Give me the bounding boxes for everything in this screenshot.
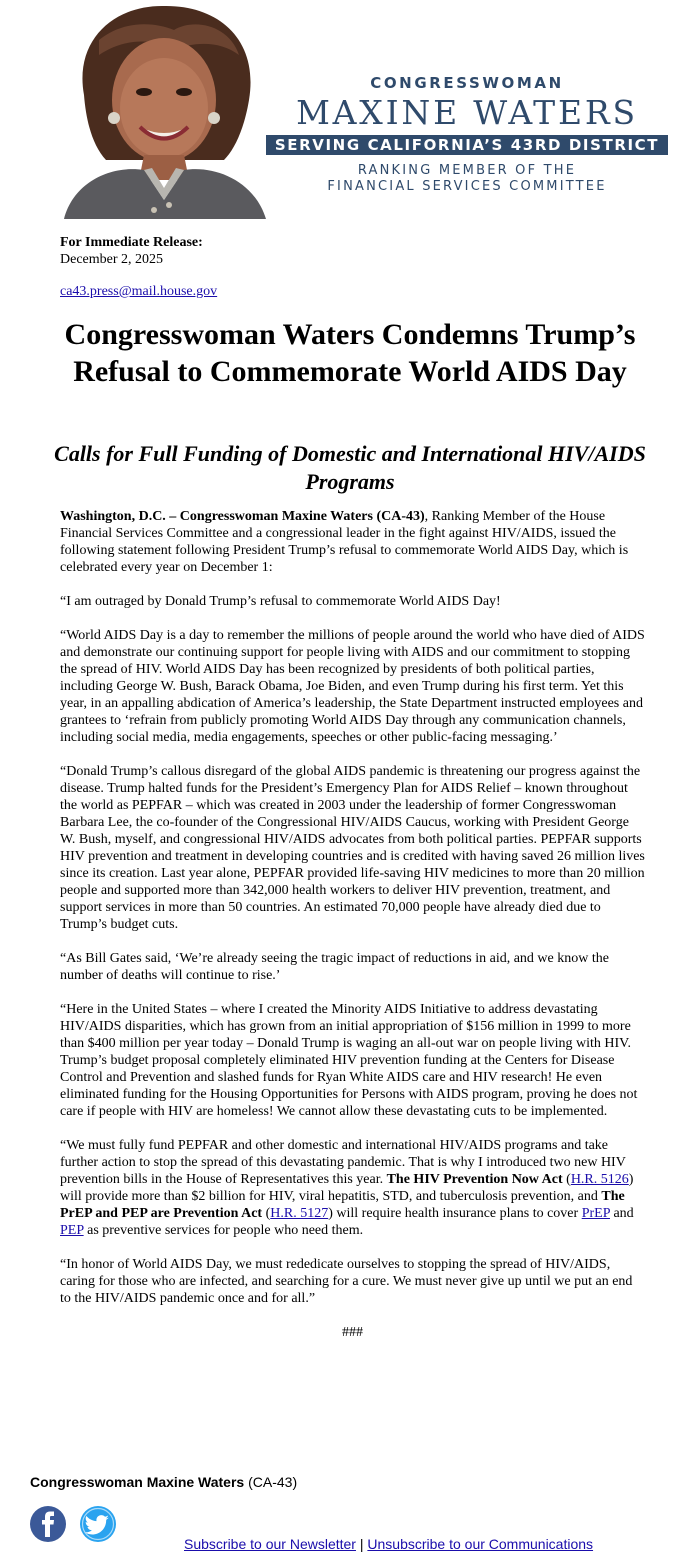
facebook-icon[interactable] bbox=[30, 1506, 66, 1542]
congresswoman-portrait bbox=[44, 0, 284, 219]
hr-5127-link[interactable]: H.R. 5127 bbox=[270, 1206, 329, 1221]
paragraph-7-text-b: will provide more than $2 billion for HIV, viral hepatitis, STD, and tuberculosis prevention, and bbox=[60, 1189, 602, 1204]
prep-link[interactable]: PrEP bbox=[581, 1206, 610, 1221]
paragraph-7-text-e: as preventive services for people who need them. bbox=[83, 1223, 364, 1238]
paragraph-1-text: , Ranking Member of the House Financial Services Committee and a congressional leader in the fight against HIV/AIDS, issued the following statement following President Trump’s refusal to commemorate World AIDS Day, which is celebrated every year on December 1: bbox=[60, 509, 629, 575]
paragraph-7-text-c: will require health insurance plans to cover bbox=[332, 1206, 582, 1221]
congresswoman-name: MAXINE WATERS bbox=[296, 93, 638, 132]
footer-separator: | bbox=[359, 1536, 364, 1552]
hr-5126-link[interactable]: H.R. 5126 bbox=[570, 1172, 629, 1187]
twitter-icon[interactable] bbox=[80, 1506, 116, 1542]
footer-signature bbox=[30, 1474, 297, 1490]
footer-links bbox=[184, 1536, 593, 1552]
release-info bbox=[60, 234, 640, 300]
release-label: For Immediate Release: bbox=[60, 235, 203, 250]
title-prefix: CONGRESSWOMAN bbox=[370, 74, 564, 92]
paragraph-3: “World AIDS Day is a day to remember the millions of people around the world who have died of AIDS and demonstrate our continuing support for people living with AIDS and our commitment to stopping the spread of HIV. World AIDS Day has been recognized by presidents of both political parties, including George W. Bush, Barack Obama, Joe Biden, and even Trump during his first term. Yet this year, in an appalling abdication of America’s leadership, the State Department instructed employees and grantees to ‘refrain from publicly promoting World AIDS Day through any communication channels, including social media, media engagements, speeches or other public-facing messaging.’ bbox=[60, 628, 645, 745]
footer-name: Congresswoman Maxine Waters bbox=[30, 1474, 245, 1490]
press-email-link[interactable]: ca43.press@mail.house.gov bbox=[60, 284, 218, 299]
social-links bbox=[30, 1505, 130, 1545]
subheadline: Calls for Full Funding of Domestic and International HIV/AIDS Programs bbox=[54, 441, 646, 494]
paragraph-1 bbox=[60, 508, 645, 576]
masthead bbox=[266, 70, 668, 195]
release-date: December 2, 2025 bbox=[60, 252, 164, 267]
headline: Congresswoman Waters Condemns Trump’s Refusal to Commemorate World AIDS Day bbox=[64, 318, 636, 388]
paragraph-7-text-a: “We must fully fund PEPFAR and other domestic and international HIV/AIDS programs and take further action to stop the spread of this devastating pandemic. That is why I introduced two new HIV prevention bills in the House of Representatives this year. bbox=[60, 1138, 626, 1187]
district-bar: SERVING CALIFORNIA’S 43RD DISTRICT bbox=[266, 135, 668, 155]
paragraph-5: “As Bill Gates said, ‘We’re already seeing the tragic impact of reductions in aid, and we know the number of deaths will continue to rise.’ bbox=[60, 951, 609, 983]
ranking-line-1: RANKING MEMBER OF THE bbox=[357, 163, 577, 178]
unsubscribe-link[interactable]: Unsubscribe to our Communications bbox=[367, 1536, 594, 1552]
paragraph-7: “We must fully fund PEPFAR and other domestic and international HIV/AIDS programs and take further action to stop the spread of this devastating pandemic. That is why I introduced two new HIV prevention bills in the House of Representatives this year. The HIV Prevention Now Act (H.R. 5126) will provide more than $2 billion for HIV, viral hepatitis, STD, and tuberculosis prevention, and The PrEP and PEP are Prevention Act (H.R. 5127) will require health insurance plans to cover PrEP and PEP as preventive services for people who need them. bbox=[60, 1138, 634, 1238]
ranking-line-2: FINANCIAL SERVICES COMMITTEE bbox=[327, 179, 607, 194]
dateline: Washington, D.C. – Congresswoman Maxine Waters (CA-43) bbox=[60, 509, 425, 524]
end-mark: ### bbox=[342, 1325, 363, 1340]
paragraph-7-text-d: and bbox=[609, 1206, 634, 1221]
paragraph-2: “I am outraged by Donald Trump’s refusal to commemorate World AIDS Day! bbox=[60, 594, 501, 609]
subscribe-link[interactable]: Subscribe to our Newsletter bbox=[184, 1536, 356, 1552]
bill-name-2: The PrEP and PEP are Prevention Act bbox=[60, 1189, 625, 1221]
footer-district: (CA-43) bbox=[248, 1474, 298, 1490]
header-banner bbox=[44, 0, 670, 222]
bill-name-1: The HIV Prevention Now Act bbox=[386, 1172, 563, 1187]
press-release-body bbox=[60, 508, 645, 1358]
pep-link[interactable]: PEP bbox=[60, 1223, 84, 1238]
paragraph-4: “Donald Trump’s callous disregard of the global AIDS pandemic is threatening our progress against the disease. Trump halted funds for the President’s Emergency Plan for AIDS Relief – known throughout the world as PEPFAR – which was created in 2003 under the leadership of former Congresswoman Barbara Lee, the co-founder of the Congressional HIV/AIDS Caucus, working with President George W. Bush, myself, and congressional HIV/AIDS advocates from both political parties. PEPFAR supports HIV prevention and treatment in developing countries and is credited with having saved 26 million lives since its creation. Last year alone, PEPFAR provided life-saving HIV medicines to more than 20 million people and supported more than 342,000 health workers to deliver HIV prevention, treatment, and support services in more than 50 countries. An estimated 70,000 people have already died due to Trump’s budget cuts. bbox=[60, 764, 645, 932]
paragraph-8: “In honor of World AIDS Day, we must rededicate ourselves to stopping the spread of HIV/AIDS, caring for those who are infected, and searching for a cure. We must never give up until we put an end to the HIV/AIDS pandemic once and for all.” bbox=[60, 1257, 633, 1306]
paragraph-6: “Here in the United States – where I created the Minority AIDS Initiative to address devastating HIV/AIDS disparities, which has grown from an initial appropriation of $156 million in 1999 to more than $400 million per year today – Donald Trump is waging an all-out war on people living with HIV. Trump’s budget proposal completely eliminated HIV prevention funding at the Centers for Disease Control and Prevention and slashed funds for Ryan White AIDS care and HIV research! He even eliminated funding for the Housing Opportunities for Persons with AIDS program, proving he does not care if people with HIV are homeless! We cannot allow these devastating cuts to be implemented. bbox=[60, 1002, 638, 1119]
